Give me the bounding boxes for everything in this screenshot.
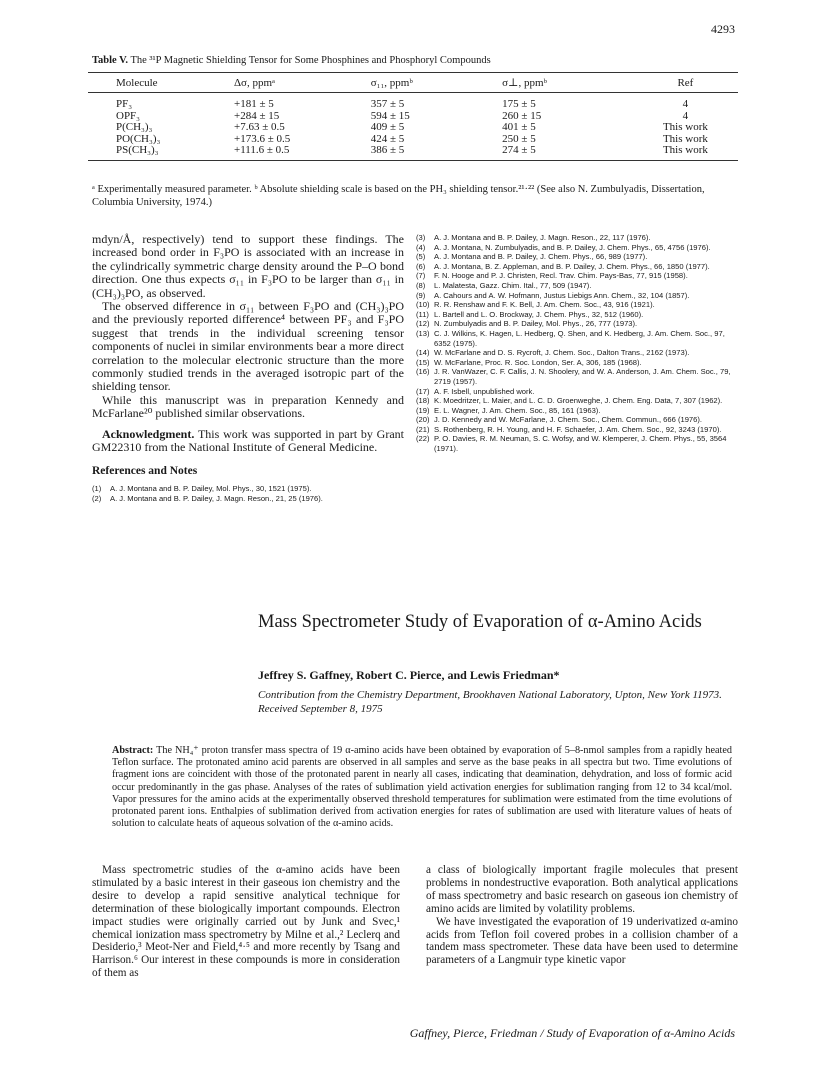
reference-text: R. R. Renshaw and F. K. Bell, J. Am. Chem. Soc., 43, 916 (1921). (434, 300, 655, 310)
table-cell: 409 ± 5 (370, 121, 405, 133)
reference-item (416, 281, 738, 291)
table-header-cell: σ⊥, ppmᵇ (498, 73, 633, 93)
abstract-label: Abstract: (112, 745, 154, 756)
table-row (88, 93, 738, 111)
abstract (112, 745, 732, 830)
table-cell: 424 ± 5 (370, 132, 405, 145)
reference-text: A. J. Montana and B. P. Dailey, Mol. Phys., 30, 1521 (1975). (110, 483, 312, 493)
table-cell: 260 ± 15 (502, 109, 542, 122)
reference-number: (12) (416, 319, 430, 329)
body-paragraph: We have investigated the evaporation of 19 underivatized α-amino acids from Teflon foil covered probes in a collision chamber of a tandem mass spectrometer. These data have been used to determine parameters of a Langmuir type kinetic vapor (426, 915, 738, 967)
reference-number: (14) (416, 348, 430, 358)
reference-text: A. J. Montana and B. P. Dailey, J. Magn. Reson., 21, 25 (1976). (110, 493, 323, 503)
reference-text: A. Cahours and A. W. Hofmann, Justus Liebigs Ann. Chem., 32, 104 (1857). (434, 290, 690, 300)
table-row (88, 111, 738, 123)
table-caption (92, 55, 732, 66)
reference-text: N. Zumbulyadis and B. P. Dailey, Mol. Phys., 26, 777 (1973). (434, 319, 638, 329)
table-cell: PF₃ (116, 98, 133, 110)
article-affiliation: Contribution from the Chemistry Department, Brookhaven National Laboratory, Upton, New York 11973. Received September 8, 1975 (258, 689, 722, 715)
reference-number: (5) (416, 252, 426, 262)
reference-item (416, 425, 738, 435)
reference-item (416, 367, 738, 386)
table-cell: +111.6 ± 0.5 (230, 145, 367, 160)
table-cell: This work (662, 121, 708, 133)
reference-text: A. F. Isbell, unpublished work. (434, 386, 535, 396)
reference-number: (17) (416, 386, 430, 396)
reference-item (416, 387, 738, 397)
reference-number: (3) (416, 233, 426, 242)
reference-number: (2) (92, 493, 102, 503)
shielding-tensor-table (88, 72, 738, 161)
reference-text: A. J. Montana and B. P. Dailey, J. Magn. Reson., 22, 117 (1976). (434, 233, 651, 242)
reference-item (416, 310, 738, 320)
reference-item (416, 358, 738, 368)
references-heading: References and Notes (92, 464, 198, 477)
table-cell: +181 ± 5 (233, 98, 274, 110)
table-cell: 386 ± 5 (367, 145, 498, 160)
reference-number: (15) (416, 357, 430, 367)
body-column-right (426, 864, 738, 967)
table-cell: 250 ± 5 (502, 132, 536, 145)
reference-item (416, 271, 738, 281)
body-paragraph: a class of biologically important fragile molecules that present problems in nondestructive evaporation. Both analytical applications of mass spectrometry and basic research on gaseous ion chemistry of amino acids are limited by volatility problems. (426, 864, 738, 915)
reference-text: K. Moedritzer, L. Maier, and L. C. D. Groenweghe, J. Chem. Eng. Data, 7, 307 (1962). (434, 396, 723, 406)
body-column-left: Mass spectrometric studies of the α-amino acids have been stimulated by a basic interest in their gaseous ion chemistry and the desire to develop a rapid sensitive analytical technique for determination of these biologically important compounds. Electron impact studies were originally carried out by Junk and Svec,¹ chemical ionization mass spectrometry by Milne et al.,² Leclerq and Desiderio,³ Meot-Ner and Field,⁴·⁵ and more recently by Tsang and Harrison.⁶ Our interest in these compounds is more in consideration of them as (92, 864, 400, 980)
reference-text: L. Bartell and L. O. Brockway, J. Chem. Phys., 32, 512 (1960). (434, 309, 644, 319)
table-cell: This work (662, 132, 708, 145)
reference-text: W. McFarlane and D. S. Rycroft, J. Chem. Soc., Dalton Trans., 2162 (1973). (434, 348, 690, 358)
reference-item (92, 484, 404, 494)
table-row (88, 145, 738, 160)
table-cell: This work (633, 145, 738, 160)
reference-number: (6) (416, 261, 426, 271)
table-header-cell: σ₁₁, ppmᵇ (367, 73, 498, 93)
reference-item (416, 406, 738, 416)
table-cell: 401 ± 5 (502, 121, 536, 133)
table-header-cell: Molecule (88, 73, 230, 93)
reference-item (416, 233, 738, 243)
reference-number: (22) (416, 434, 430, 444)
reference-item (416, 348, 738, 358)
reference-number: (4) (416, 242, 426, 252)
reference-text: S. Rothenberg, R. H. Young, and H. F. Schaefer, J. Am. Chem. Soc., 92, 3243 (1970). (434, 424, 722, 434)
reference-number: (9) (416, 290, 426, 300)
reference-item (416, 434, 738, 453)
acknowledgment (92, 428, 404, 455)
reference-text: E. L. Wagner, J. Am. Chem. Soc., 85, 161 (1963). (434, 405, 601, 415)
article-title: Mass Spectrometer Study of Evaporation of α-Amino Acids (258, 612, 702, 632)
table-cell: 4 (682, 109, 689, 122)
abstract-text: The NH₄⁺ proton transfer mass spectra of 19 α-amino acids have been obtained by evaporation of 5–8-nmol samples from a rapidly heated Teflon surface. The protonated amino acid parents are observed in all samples and serve as the base peaks in all spectra but two. Time evolutions of fragment ions are coincident with those of the protonated parent in nearly all cases, indicating that deamination, dehydration, and loss of formic acid occur predominantly in the gas phase. Analyses of the rates of sublimation yield activation energies for sublimation ranging from 12 to 34 kcal/mol. Vapor pressures for the amino acids at the experimentally observed threshold temperatures for sublimation were estimated from the time evolutions of protonated parent ions. Enthalpies of sublimation derived from activation energies for rates of sublimation are used with literature values of heats of solution to calculate heats of aqueous solvation of the α-amino acids. (112, 745, 732, 830)
table-cell: +173.6 ± 0.5 (233, 132, 291, 145)
table-cell: 594 ± 15 (370, 109, 410, 122)
reference-item (416, 329, 738, 348)
reference-number: (21) (416, 424, 430, 434)
reference-number: (8) (416, 280, 426, 290)
reference-text: A. J. Montana, N. Zumbulyadis, and B. P. Dailey, J. Chem. Phys., 65, 4756 (1976). (434, 242, 711, 252)
table-footnote: ᵃ Experimentally measured parameter. ᵇ Absolute shielding scale is based on the PH₃ shielding tensor.²¹·²² (See also N. Zumbulyadis, Dissertation, Columbia University, 1974.) (92, 184, 705, 208)
reference-text: J. R. VanWazer, C. F. Callis, J. N. Shoolery, and W. A. Anderson, J. Am. Chem. Soc., 79, 2719 (1957). (434, 367, 731, 386)
article-authors: Jeffrey S. Gaffney, Robert C. Pierce, and Lewis Friedman* (258, 668, 560, 682)
table-cell: +284 ± 15 (233, 109, 280, 122)
reference-number: (10) (416, 300, 430, 310)
reference-item (92, 494, 404, 504)
table-cell: 175 ± 5 (502, 98, 536, 110)
reference-number: (7) (416, 271, 426, 281)
table-cell: 4 (682, 98, 689, 110)
reference-text: A. J. Montana, B. Z. Appleman, and B. P. Dailey, J. Chem. Phys., 66, 1850 (1977). (434, 261, 710, 271)
reference-text: L. Malatesta, Gazz. Chim. Ital., 77, 509 (1947). (434, 280, 592, 290)
reference-list-left (92, 484, 404, 504)
reference-item (416, 415, 738, 425)
table-caption-text: The ³¹P Magnetic Shielding Tensor for Some Phosphines and Phosphoryl Compounds (130, 55, 491, 66)
reference-text: P. O. Davies, R. M. Neuman, S. C. Wofsy, and W. Klemperer, J. Chem. Phys., 55, 3564 (1971). (434, 434, 727, 454)
reference-item (416, 319, 738, 329)
table-cell: 357 ± 5 (370, 98, 405, 110)
reference-number: (1) (92, 483, 102, 493)
table-header-cell: Δσ, ppmᵃ (230, 73, 367, 93)
page-number: 4293 (711, 22, 735, 36)
reference-number: (18) (416, 396, 430, 406)
table-cell: P(CH₃)₃ (116, 121, 153, 133)
reference-text: A. J. Montana and B. P. Dailey, J. Chem. Phys., 66, 989 (1977). (434, 252, 648, 262)
reference-item (416, 291, 738, 301)
reference-number: (13) (416, 328, 430, 338)
acknowledgment-text: This work was supported in part by Grant GM22310 from the National Institute of General Medicine. (92, 426, 404, 455)
body-paragraph: The observed difference in σ₁₁ between F₃PO and (CH₃)₃PO and the previously reported difference⁴ between PF₃ and F₃PO suggest that trends in the individual screening tensor components of nuclei in similar environments bear a more direct correlation to the molecular electronic structure than the more commonly studied trends in the averaged isotropic part of the shielding tensor. (92, 299, 404, 394)
table-cell: OPF₃ (116, 109, 141, 122)
left-column (92, 233, 404, 504)
running-footer: Gaffney, Pierce, Friedman / Study of Evaporation of α-Amino Acids (409, 1026, 735, 1040)
table-cell: +7.63 ± 0.5 (233, 121, 285, 133)
table-cell: 274 ± 5 (498, 145, 633, 160)
reference-item (416, 262, 738, 272)
reference-number: (11) (416, 309, 429, 319)
reference-text: W. McFarlane, Proc. R. Soc. London, Ser. A, 306, 185 (1968). (434, 357, 642, 367)
table-cell: PS(CH₃)₃ (88, 145, 230, 160)
acknowledgment-label: Acknowledgment. (102, 426, 195, 441)
reference-number: (16) (416, 367, 430, 377)
reference-text: F. N. Hooge and P. J. Christen, Recl. Trav. Chim. Pays-Bas, 77, 915 (1958). (434, 271, 688, 281)
reference-list-right (416, 233, 738, 454)
body-paragraph: While this manuscript was in preparation Kennedy and McFarlane²⁰ published similar observations. (92, 392, 404, 421)
table-row (88, 122, 738, 134)
reference-item (416, 300, 738, 310)
table-row (88, 134, 738, 146)
table-header-cell: Ref (633, 73, 738, 93)
body-paragraph: mdyn/Å, respectively) tend to support these findings. The increased bond order in F₃PO is associated with an increase in the cylindrically symmetric charge density around the P–O bond direction. One thus expects σ₁₁ in F₃PO to be larger than σ₁₁ in (CH₃)₃PO, as observed. (92, 232, 404, 300)
table-header-row (88, 73, 738, 93)
reference-item (416, 243, 738, 253)
reference-text: C. J. Wilkins, K. Hagen, L. Hedberg, Q. Shen, and K. Hedberg, J. Am. Chem. Soc., 97, 6352 (1975). (434, 328, 725, 348)
reference-number: (20) (416, 415, 430, 425)
table-cell: PO(CH₃)₃ (116, 132, 161, 145)
reference-number: (19) (416, 405, 430, 415)
table-label: Table V. (92, 55, 128, 66)
reference-text: J. D. Kennedy and W. McFarlane, J. Chem. Soc., Chem. Commun., 666 (1976). (434, 415, 703, 425)
reference-item (416, 396, 738, 406)
reference-item (416, 252, 738, 262)
